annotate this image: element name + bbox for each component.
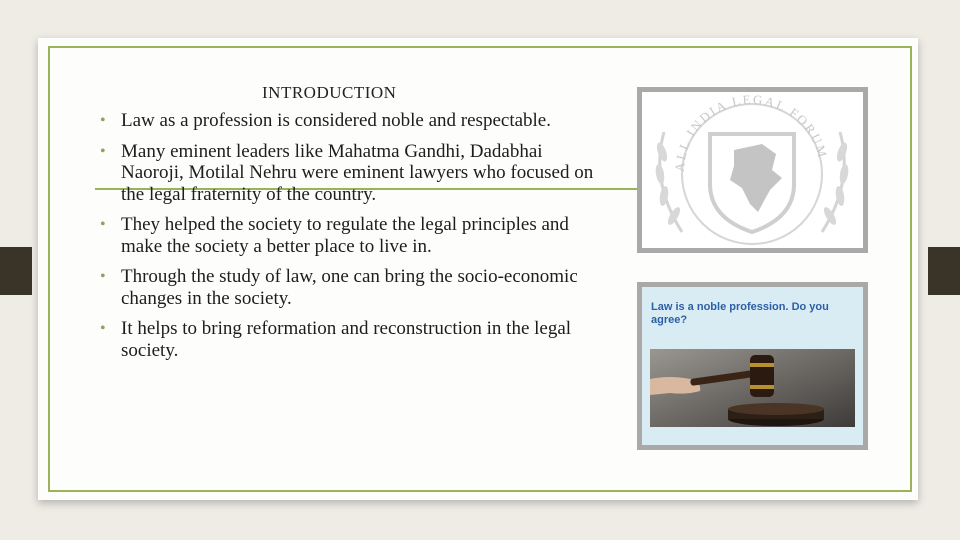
bullet-text: It helps to bring reformation and reconstruction in the legal society.	[121, 318, 572, 361]
bullet-icon: •	[100, 268, 106, 285]
bullet-item	[98, 318, 598, 361]
legal-forum-seal-icon	[642, 92, 863, 248]
bullet-text: They helped the society to regulate the legal principles and make the society a better place to live in.	[121, 214, 569, 257]
right-edge-tab	[928, 247, 960, 295]
bullet-icon: •	[100, 142, 106, 160]
bullet-list	[98, 110, 598, 370]
slide-title: INTRODUCTION	[262, 83, 397, 102]
gavel-image-caption: Law is a noble profession. Do you agree?	[651, 301, 829, 326]
gavel-icon	[650, 349, 855, 429]
bullet-item	[98, 266, 598, 309]
gavel-image-footer	[642, 427, 863, 445]
bullet-item	[98, 214, 598, 257]
bullet-text: Many eminent leaders like Mahatma Gandhi, Dadabhai Naoroji, Motilal Nehru were eminent lawyers who focused on the legal fraternity of the country.	[121, 140, 594, 205]
bullet-text: Through the study of law, one can bring the socio-economic changes in the society.	[121, 266, 578, 309]
left-edge-tab	[0, 247, 32, 295]
bullet-item	[98, 141, 598, 206]
bullet-icon: •	[100, 320, 106, 337]
legal-forum-logo-image	[637, 87, 868, 253]
bullet-text: Law as a profession is considered noble and respectable.	[121, 110, 551, 131]
bullet-icon: •	[100, 216, 106, 233]
gavel-image	[637, 282, 868, 450]
bullet-icon: •	[100, 112, 106, 129]
seal-text: ALL INDIA LEGAL FORUM	[671, 92, 831, 173]
gavel-scene	[650, 349, 855, 429]
bullet-item	[98, 110, 598, 132]
